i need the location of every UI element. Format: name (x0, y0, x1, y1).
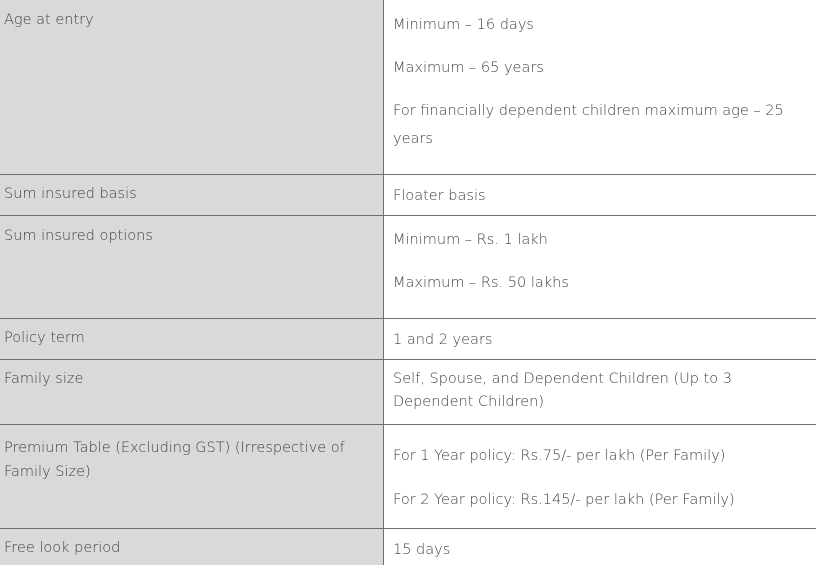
row-label: Free look period (0, 529, 384, 565)
value-line: Maximum – Rs. 50 lakhs (393, 275, 569, 291)
row-label: Policy term (0, 319, 384, 359)
value-line: 1 and 2 years (393, 332, 493, 348)
value-line: Minimum – 16 days (393, 17, 534, 33)
table-row-family-size (0, 359, 816, 424)
row-value (384, 360, 816, 424)
table-row-free-look-period (0, 528, 816, 565)
value-line: Minimum – Rs. 1 lakh (393, 232, 548, 248)
value-line: For financially dependent children maximum age – 25 years (393, 103, 784, 147)
row-value (384, 425, 816, 528)
value-line: For 2 Year policy: Rs.145/- per lakh (Per Family) (393, 492, 735, 508)
row-label: Sum insured basis (0, 175, 384, 215)
value-line: Self, Spouse, and Dependent Children (Up to 3 Dependent Children) (393, 371, 732, 410)
row-value (384, 319, 816, 359)
value-line: For 1 Year policy: Rs.75/- per lakh (Per Family) (393, 448, 726, 464)
row-value (384, 0, 816, 174)
row-label: Premium Table (Excluding GST) (Irrespective of Family Size) (0, 425, 384, 528)
value-line: Maximum – 65 years (393, 60, 544, 76)
row-label: Sum insured options (0, 216, 384, 318)
table-row-policy-term (0, 318, 816, 359)
row-value (384, 216, 816, 318)
value-line: 15 days (393, 542, 451, 558)
value-line: Floater basis (393, 188, 486, 204)
row-value (384, 529, 816, 565)
row-label: Age at entry (0, 0, 384, 174)
table-row-sum-insured-options (0, 215, 816, 318)
table-row-sum-insured-basis (0, 174, 816, 215)
table-row-age-at-entry (0, 0, 816, 174)
row-label: Family size (0, 360, 384, 424)
row-value (384, 175, 816, 215)
table-row-premium-table (0, 424, 816, 528)
